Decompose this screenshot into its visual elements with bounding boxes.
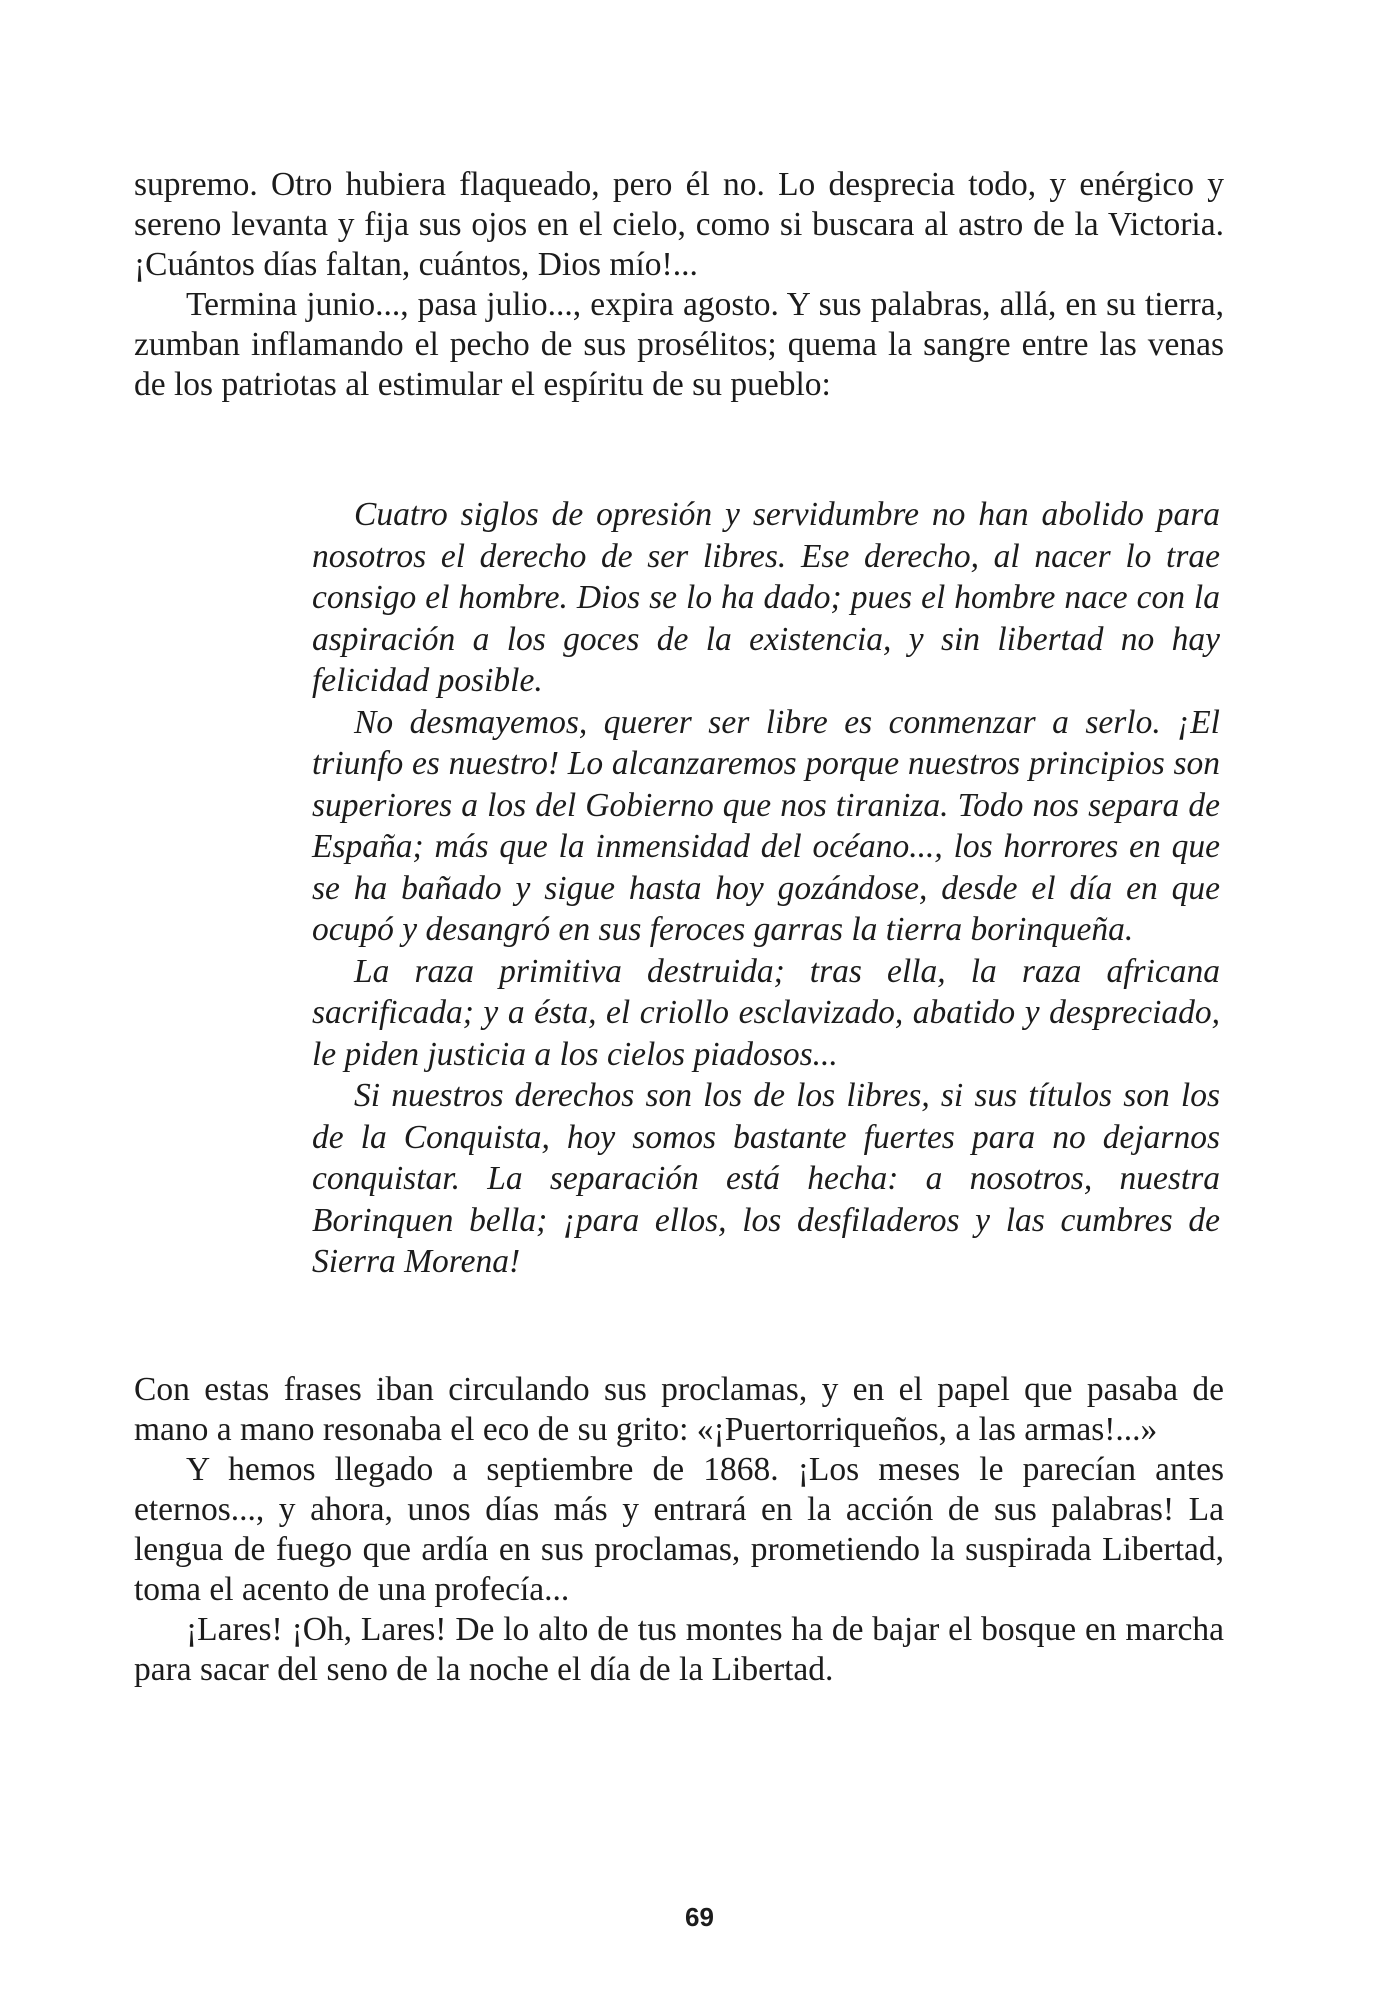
closing-text <box>134 1370 1224 1690</box>
proclamation-quote <box>312 494 1220 1283</box>
quote-paragraph: La raza primitiva destruida; tras ella, la raza africana sacrificada; y a ésta, el criollo esclavizado, abatido y despreciado, le piden justicia a los cielos piadosos... <box>312 952 1220 1073</box>
page-number: 69 <box>685 1902 714 1932</box>
quote-paragraph: Si nuestros derechos son los de los libres, si sus títulos son los de la Conquista, hoy somos bastante fuertes para no dejarnos conquistar. La separación está hecha: a nosotros, nuestra Borinquen bella; ¡para ellos, los desfiladeros y las cumbres de Sierra Morena! <box>312 1077 1220 1280</box>
paragraph: ¡Lares! ¡Oh, Lares! De lo alto de tus montes ha de bajar el bosque en marcha para sacar del seno de la noche el día de la Libertad. <box>134 1611 1224 1688</box>
quote-paragraph: Cuatro siglos de opresión y servidumbre no han abolido para nosotros el derecho de ser libres. Ese derecho, al nacer lo trae consigo el hombre. Dios se lo ha dado; pues el hombre nace con la aspiración a los goces de la existencia, y sin libertad no hay felicidad posible. <box>312 496 1220 699</box>
opening-text <box>134 165 1224 405</box>
paragraph: supremo. Otro hubiera flaqueado, pero él no. Lo desprecia todo, y enérgico y sereno levanta y fija sus ojos en el cielo, como si buscara al astro de la Victoria. ¡Cuántos días faltan, cuántos, Dios mío!... <box>134 166 1224 283</box>
paragraph: Con estas frases iban circulando sus proclamas, y en el papel que pasaba de mano a mano resonaba el eco de su grito: «¡Puertorriqueños, a las armas!...» <box>134 1371 1224 1448</box>
paragraph: Y hemos llegado a septiembre de 1868. ¡Los meses le parecían antes eternos..., y ahora, unos días más y entrará en la acción de sus palabras! La lengua de fuego que ardía en sus proclamas, prometiendo la suspirada Libertad, toma el acento de una profecía... <box>134 1451 1224 1608</box>
paragraph: Termina junio..., pasa julio..., expira agosto. Y sus palabras, allá, en su tierra, zumban inflamando el pecho de sus prosélitos; quema la sangre entre las venas de los patriotas al estimular el espíritu de su pueblo: <box>134 286 1224 403</box>
quote-paragraph: No desmayemos, querer ser libre es conmenzar a serlo. ¡El triunfo es nuestro! Lo alcanzaremos porque nuestros principios son superiores a los del Gobierno que nos tiraniza. Todo nos separa de España; más que la inmensidad del océano..., los horrores en que se ha bañado y sigue hasta hoy gozándose, desde el día en que ocupó y desangró en sus feroces garras la tierra borinqueña. <box>312 703 1220 948</box>
